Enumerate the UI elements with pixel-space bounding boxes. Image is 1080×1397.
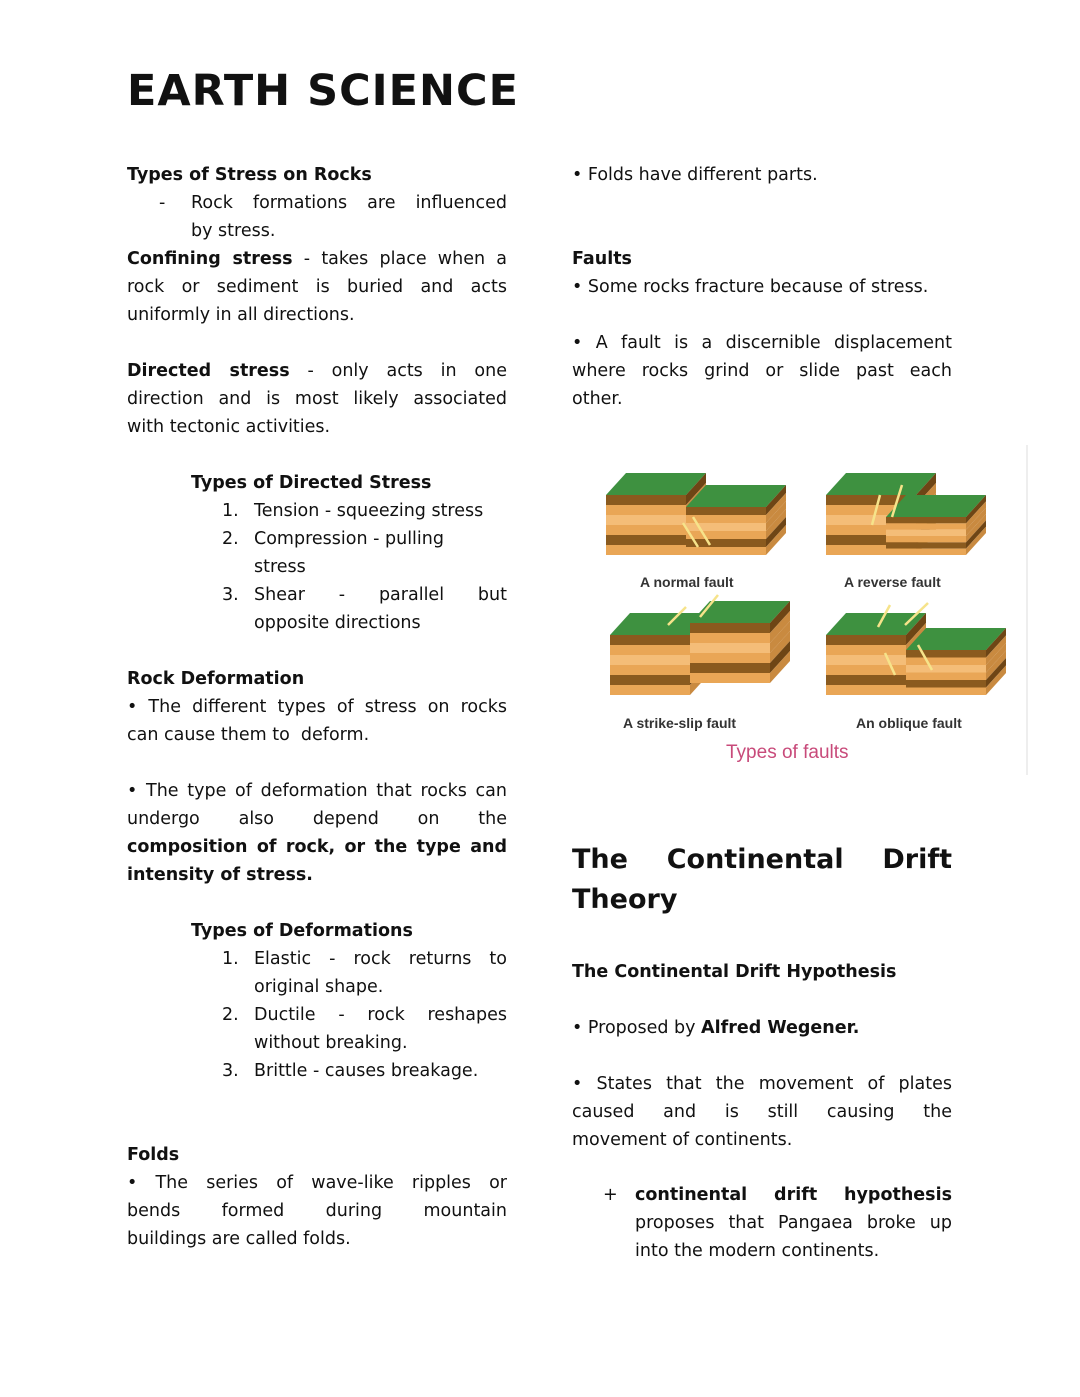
faults-illustration <box>590 455 1010 725</box>
rock-layer <box>606 515 686 525</box>
text: • Proposed by <box>572 1018 702 1038</box>
text-line: composition of rock, or the type and <box>127 837 507 857</box>
rock-layer <box>826 645 906 655</box>
text: Shear - parallel but <box>254 585 507 605</box>
section-heading: Folds <box>127 1145 180 1165</box>
rock-layer <box>690 653 770 663</box>
subsection-heading: Types of Directed Stress <box>191 473 432 493</box>
text-line: can cause them to deform. <box>127 725 370 745</box>
section-title <box>572 840 952 920</box>
text-line: • The series of wave-like ripples or <box>127 1173 507 1193</box>
text-line: undergo also depend on the <box>127 809 507 829</box>
section-heading: Types of Stress on Rocks <box>127 165 372 185</box>
rock-layer <box>826 635 906 645</box>
rock-layer <box>906 665 986 673</box>
text-line <box>572 1181 952 1209</box>
text-line: into the modern continents. <box>635 1241 880 1261</box>
text: Elastic - rock returns to <box>254 949 507 969</box>
rock-layer <box>906 680 986 688</box>
text-line: stress <box>254 557 306 577</box>
term: Directed stress <box>127 361 290 381</box>
figure-caption: Types of faults <box>726 742 849 763</box>
text: - takes place when a <box>292 249 507 269</box>
list-item <box>127 497 507 525</box>
rock-layer <box>886 536 966 542</box>
rock-layer <box>610 665 690 675</box>
text-line: direction and is most likely associated <box>127 389 507 409</box>
term: Confining stress <box>127 249 293 269</box>
rock-layer <box>906 658 986 666</box>
text-line <box>572 1014 952 1042</box>
text-line: • Folds have different parts. <box>572 165 818 185</box>
rock-layer <box>610 685 690 695</box>
figure-label: A normal fault <box>640 574 734 590</box>
rock-layer <box>686 531 766 539</box>
text-line: • The type of deformation that rocks can <box>127 781 507 801</box>
text: Tension - squeezing stress <box>254 501 484 521</box>
text-line: • A fault is a discernible displacement <box>572 333 952 353</box>
text-line: proposes that Pangaea broke up <box>635 1213 952 1233</box>
rock-layer <box>886 530 966 536</box>
title-line: Theory <box>572 884 678 915</box>
rock-layer <box>886 549 966 555</box>
figure-label: A strike-slip fault <box>623 715 737 731</box>
list-number: 2. <box>222 1005 239 1025</box>
text-line: uniformly in all directions. <box>127 305 355 325</box>
text-line <box>127 357 507 385</box>
rock-layer <box>686 515 766 523</box>
text-line: original shape. <box>254 977 384 997</box>
list-item: - Rock formations are influenced <box>159 193 507 213</box>
rock-layer <box>886 523 966 529</box>
section-heading: Rock Deformation <box>127 669 305 689</box>
text-line: other. <box>572 389 623 409</box>
list-number: 1. <box>222 949 239 969</box>
text-line: by stress. <box>191 221 276 241</box>
faults-figure <box>590 455 1030 780</box>
figure-label: An oblique fault <box>856 715 962 731</box>
text-line: without breaking. <box>254 1033 408 1053</box>
rock-layer <box>610 655 690 665</box>
rock-layer <box>690 673 770 683</box>
rock-layer <box>610 635 690 645</box>
rock-layer <box>826 675 906 685</box>
left-column <box>127 161 507 1253</box>
text: Ductile - rock reshapes <box>254 1005 507 1025</box>
rock-layer <box>690 623 770 633</box>
list-number: 1. <box>222 501 239 521</box>
text: Rock formations are influenced <box>191 193 507 213</box>
rock-layer <box>906 688 986 696</box>
rock-layer <box>690 643 770 653</box>
text: Brittle - causes breakage. <box>254 1061 479 1081</box>
text-line: buildings are called folds. <box>127 1229 351 1249</box>
text: Compression - pulling <box>254 529 444 549</box>
paragraph <box>572 1070 952 1154</box>
list-number: 3. <box>222 585 239 605</box>
text-line: • The different types of stress on rocks <box>127 697 507 717</box>
rock-layer <box>606 535 686 545</box>
list-number: 3. <box>222 1061 239 1081</box>
rock-layer <box>606 545 686 555</box>
rock-layer <box>690 663 770 673</box>
plus-item <box>572 1181 952 1265</box>
rock-layer <box>826 685 906 695</box>
list-number: 2. <box>222 529 239 549</box>
rock-layer <box>606 495 686 505</box>
rock-layer <box>606 525 686 535</box>
rock-layer <box>686 547 766 555</box>
section-heading: The Continental Drift Hypothesis <box>572 962 897 982</box>
rock-layer <box>826 655 906 665</box>
figure-label: A reverse fault <box>844 574 941 590</box>
rock-layer <box>610 645 690 655</box>
text-line: • Some rocks fracture because of stress. <box>572 277 929 297</box>
text-line: where rocks grind or slide past each <box>572 361 952 381</box>
paragraph <box>572 329 952 413</box>
list-item <box>127 1001 507 1029</box>
rock-layer <box>906 673 986 681</box>
text-line: • States that the movement of plates <box>572 1074 952 1094</box>
subsection-heading: Types of Deformations <box>191 921 413 941</box>
plus-icon: + <box>603 1185 618 1205</box>
text: - only acts in one <box>289 361 507 381</box>
rock-layer <box>686 507 766 515</box>
list-item <box>127 1057 507 1085</box>
text-line: movement of continents. <box>572 1130 793 1150</box>
list-item <box>127 581 507 609</box>
rock-layer <box>886 517 966 523</box>
text-line: intensity of stress. <box>127 865 313 885</box>
text-line: opposite directions <box>254 613 421 633</box>
rock-layer <box>906 650 986 658</box>
text-line: caused and is still causing the <box>572 1102 952 1122</box>
text-line: rock or sediment is buried and acts <box>127 277 507 297</box>
name: Alfred Wegener. <box>701 1018 860 1038</box>
rock-layer <box>606 505 686 515</box>
list-item <box>127 945 507 973</box>
text-line: with tectonic activities. <box>127 417 331 437</box>
term: continental drift hypothesis <box>635 1185 952 1205</box>
list-item <box>127 525 507 553</box>
text-line: bends formed during mountain <box>127 1201 507 1221</box>
rock-layer <box>886 542 966 548</box>
page-title: EARTH SCIENCE <box>127 66 519 116</box>
title-line: The Continental Drift <box>572 844 952 875</box>
text-line <box>127 245 507 273</box>
rock-layer <box>610 675 690 685</box>
section-heading: Faults <box>572 249 632 269</box>
rock-layer <box>690 633 770 643</box>
